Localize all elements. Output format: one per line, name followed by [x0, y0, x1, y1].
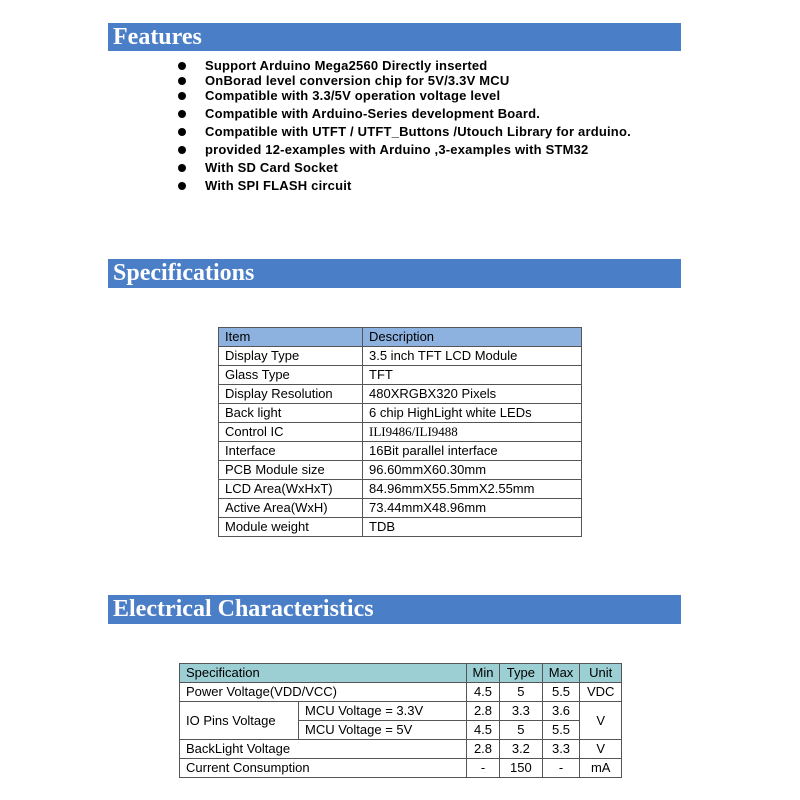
sub-spec-label: MCU Voltage = 3.3V — [299, 702, 467, 721]
column-header: Item — [219, 328, 363, 347]
column-header: Min — [466, 664, 499, 683]
feature-text: With SPI FLASH circuit — [205, 178, 352, 193]
column-header: Specification — [180, 664, 467, 683]
column-header: Max — [542, 664, 580, 683]
bullet-icon — [178, 62, 186, 70]
list-item — [175, 160, 631, 175]
spec-item: LCD Area(WxHxT) — [219, 480, 363, 499]
feature-text: Compatible with UTFT / UTFT_Buttons /Utouch Library for arduino. — [205, 124, 631, 139]
bullet-icon — [178, 182, 186, 190]
min-value: - — [466, 759, 499, 778]
table-row — [219, 461, 582, 480]
spec-label: Power Voltage(VDD/VCC) — [180, 683, 467, 702]
typ-value: 5 — [500, 721, 542, 740]
specifications-heading: Specifications — [108, 259, 681, 288]
spec-description: 3.5 inch TFT LCD Module — [363, 347, 582, 366]
list-item — [175, 142, 631, 157]
max-value: - — [542, 759, 580, 778]
max-value: 5.5 — [542, 683, 580, 702]
spec-description: 96.60mmX60.30mm — [363, 461, 582, 480]
spec-description: 16Bit parallel interface — [363, 442, 582, 461]
list-item — [175, 178, 631, 193]
table-row — [219, 404, 582, 423]
max-value: 5.5 — [542, 721, 580, 740]
table-row — [219, 518, 582, 537]
column-header: Type — [500, 664, 542, 683]
spec-item: Glass Type — [219, 366, 363, 385]
typ-value: 5 — [500, 683, 542, 702]
table-row — [219, 385, 582, 404]
min-value: 4.5 — [466, 721, 499, 740]
min-value: 2.8 — [466, 740, 499, 759]
bullet-icon — [178, 110, 186, 118]
list-item — [175, 73, 631, 88]
spec-description: ILI9486/ILI9488 — [363, 423, 582, 442]
features-list — [175, 58, 631, 193]
unit-value: V — [580, 740, 622, 759]
table-row — [219, 366, 582, 385]
feature-text: Support Arduino Mega2560 Directly inserted — [205, 58, 488, 73]
list-item — [175, 124, 631, 139]
bullet-icon — [178, 146, 186, 154]
list-item — [175, 106, 631, 121]
spec-description: 73.44mmX48.96mm — [363, 499, 582, 518]
feature-text: OnBorad level conversion chip for 5V/3.3V MCU — [205, 73, 510, 88]
table-header-row — [180, 664, 622, 683]
bullet-icon — [178, 92, 186, 100]
features-heading: Features — [108, 23, 681, 51]
spec-label: BackLight Voltage — [180, 740, 467, 759]
feature-text: With SD Card Socket — [205, 160, 338, 175]
electrical-heading: Electrical Characteristics — [108, 595, 681, 624]
spec-item: Active Area(WxH) — [219, 499, 363, 518]
typ-value: 3.2 — [500, 740, 542, 759]
unit-value: VDC — [580, 683, 622, 702]
min-value: 2.8 — [466, 702, 499, 721]
spec-description: 84.96mmX55.5mmX2.55mm — [363, 480, 582, 499]
spec-item: Interface — [219, 442, 363, 461]
spec-item: Back light — [219, 404, 363, 423]
electrical-table — [179, 663, 622, 778]
feature-text: provided 12-examples with Arduino ,3-examples with STM32 — [205, 142, 589, 157]
table-row — [219, 347, 582, 366]
spec-item: PCB Module size — [219, 461, 363, 480]
spec-description: 480XRGBX320 Pixels — [363, 385, 582, 404]
spec-label: Current Consumption — [180, 759, 467, 778]
feature-text: Compatible with Arduino-Series development Board. — [205, 106, 541, 121]
table-row — [180, 740, 622, 759]
column-header: Unit — [580, 664, 622, 683]
table-row — [219, 442, 582, 461]
max-value: 3.3 — [542, 740, 580, 759]
table-row — [219, 480, 582, 499]
bullet-icon — [178, 164, 186, 172]
spec-label: IO Pins Voltage — [180, 702, 299, 740]
feature-text: Compatible with 3.3/5V operation voltage level — [205, 88, 501, 103]
column-header: Description — [363, 328, 582, 347]
table-row — [219, 423, 582, 442]
specifications-table — [218, 327, 582, 537]
table-row — [180, 683, 622, 702]
spec-description: TFT — [363, 366, 582, 385]
spec-item: Module weight — [219, 518, 363, 537]
list-item — [175, 58, 631, 73]
typ-value: 150 — [500, 759, 542, 778]
bullet-icon — [178, 128, 186, 136]
table-header-row — [219, 328, 582, 347]
table-row — [219, 499, 582, 518]
spec-description: 6 chip HighLight white LEDs — [363, 404, 582, 423]
spec-item: Display Type — [219, 347, 363, 366]
table-row — [180, 702, 622, 721]
table-row — [180, 759, 622, 778]
spec-item: Control IC — [219, 423, 363, 442]
max-value: 3.6 — [542, 702, 580, 721]
typ-value: 3.3 — [500, 702, 542, 721]
spec-description: TDB — [363, 518, 582, 537]
sub-spec-label: MCU Voltage = 5V — [299, 721, 467, 740]
spec-item: Display Resolution — [219, 385, 363, 404]
bullet-icon — [178, 77, 186, 85]
unit-value: mA — [580, 759, 622, 778]
unit-value: V — [580, 702, 622, 740]
list-item — [175, 88, 631, 103]
min-value: 4.5 — [466, 683, 499, 702]
